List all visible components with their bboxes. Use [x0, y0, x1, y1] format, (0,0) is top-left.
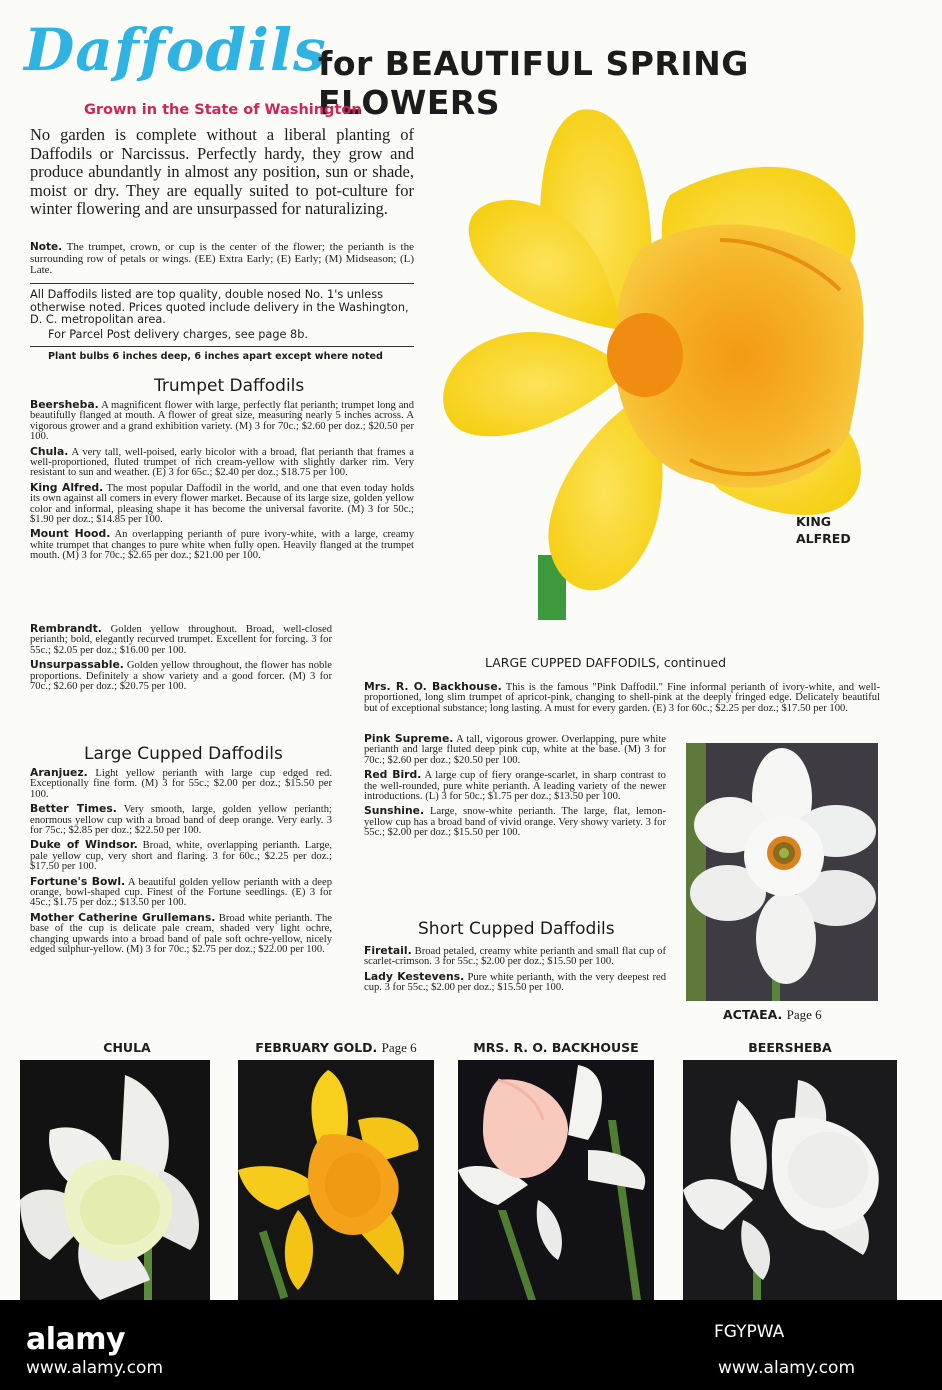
note-paragraph — [30, 242, 414, 277]
list-item — [30, 400, 414, 443]
variety-description: A beautiful golden yellow perianth with a deep orange, bowl-shaped cup. Finest of the Fortune seedlings. (E) 3 for 45c.; $1.75 per doz.; $13.50 per 100. — [30, 876, 332, 909]
main-title: for BEAUTIFUL SPRING FLOWERS — [318, 44, 749, 122]
variety-name: Firetail. — [364, 944, 412, 957]
variety-name: Mount Hood. — [30, 527, 111, 541]
list-item — [364, 734, 666, 766]
list-item — [30, 874, 332, 909]
caption-line: KING — [796, 514, 832, 529]
list-item — [364, 770, 666, 802]
variety-name: Lady Kestevens. — [364, 969, 465, 983]
list-item — [364, 682, 880, 714]
variety-description: A very tall, well-poised, early bicolor with a broad, flat perianth that frames a well-proportioned, fluted trumpet of rich cream-yellow with slightly darker rim. Very resistant to sun and weather. (E) 3 for 65c.; $2.40 per doz.; $18.75 per 100. — [30, 446, 414, 479]
variety-name: Beersheba. — [30, 398, 99, 411]
variety-name: Duke of Windsor. — [30, 838, 138, 852]
february-gold-photo — [238, 1060, 434, 1300]
large-cupped-continued-heading: LARGE CUPPED DAFFODILS, continued — [485, 655, 727, 670]
list-item — [30, 529, 414, 561]
variety-name: King Alfred. — [30, 480, 104, 494]
caption-page: Page 6 — [786, 1007, 822, 1022]
variety-name: Mrs. R. O. Backhouse. — [364, 680, 502, 693]
backhouse-entry — [364, 682, 880, 718]
note-text: The trumpet, crown, or cup is the center of the flower; the perianth is the surrounding row of petals or wings. (EE) Extra Early; (E) Early; (M) Midseason; (L) Late. — [30, 241, 414, 277]
variety-name: Red Bird. — [364, 768, 422, 782]
caption-page: Page 6 — [381, 1040, 417, 1055]
subtitle: Grown in the State of Washington — [84, 102, 362, 118]
alamy-logo: alamy — [26, 1322, 126, 1357]
intro-paragraph: No garden is complete without a liberal planting of Daffodils or Narcissus. Perfectly hardy, they grow and produce abundantly in almost any position, sun or shade, moist or dry. They are equally suited to pot-culture for winter flowering and are unsurpassed for naturalizing. — [30, 125, 414, 219]
beersheba-caption: BEERSHEBA — [748, 1040, 832, 1055]
beersheba-photo — [683, 1060, 897, 1300]
list-item — [364, 946, 666, 968]
variety-description: The most popular Daffodil in the world, and one that even today holds its own against all comers in every flower market. Because of its large size, golden yellow color and informal, pleasing shape it has become the universal favorite. (M) 3 for 50c.; $1.90 per doz.; $14.85 per 100. — [30, 482, 414, 526]
variety-description: A large cup of fiery orange-scarlet, in sharp contrast to the well-rounded, pure white perianth. A leading variety of the newer introductions. (L) 3 for 50c.; $1.75 per doz.; $13.50 per 100. — [364, 770, 666, 803]
variety-name: Pink Supreme. — [364, 732, 454, 745]
backhouse-caption: MRS. R. O. BACKHOUSE — [473, 1040, 639, 1055]
script-title: Daffodils — [24, 16, 327, 84]
variety-description: Broad petaled, creamy white perianth and small flat cup of scarlet-crimson. 3 for 55c.; $2.00 per doz.; $15.50 per 100. — [364, 946, 666, 968]
variety-description: An overlapping perianth of pure ivory-white, with a large, creamy white trumpet that changes to pure white when fully open. Heavily flanged at the trumpet mouth. (M) 3 for 70c.; $2.65 per doz.; $21.00 per 100. — [30, 529, 414, 562]
chula-caption: CHULA — [103, 1040, 151, 1055]
actaea-caption — [723, 1006, 822, 1023]
variety-description: Large, snow-white perianth. The large, flat, lemon-yellow cup has a broad band of vivid orange. Very showy variety. 3 for 55c.; $2.00 per doz.; $15.50 per 100. — [364, 806, 666, 839]
large-cupped-continued-list — [364, 734, 666, 843]
watermark-url: www.alamy.com — [26, 1358, 164, 1378]
watermark-url-right: www.alamy.com — [718, 1358, 856, 1378]
short-cupped-heading: Short Cupped Daffodils — [418, 919, 615, 939]
variety-description: Golden yellow throughout, the flower has noble proportions. Definitely a show variety and a good forcer. (M) 3 for 70c.; $2.60 per doz.; $20.75 per 100. — [30, 660, 332, 693]
variety-name: Chula. — [30, 444, 69, 458]
list-item — [30, 444, 414, 479]
list-item — [30, 624, 332, 656]
variety-name: Rembrandt. — [30, 622, 102, 635]
large-cupped-list — [30, 768, 332, 960]
variety-description: Golden yellow throughout. Broad, well-closed perianth; bold, elegantly recurved trumpet. Excellent for forcing. 3 for 55c.; $2.05 per doz.; $16.00 per 100. — [30, 624, 332, 656]
list-item — [364, 969, 666, 994]
variety-description: A tall, vigorous grower. Overlapping, pure white perianth and large fluted deep pink cup, white at the base. (M) 3 for 70c.; $2.60 per doz.; $20.50 per 100. — [364, 734, 666, 766]
parcel-note: For Parcel Post delivery charges, see page 8b. — [48, 328, 308, 341]
divider — [30, 346, 414, 347]
divider — [30, 283, 414, 284]
trumpet-heading: Trumpet Daffodils — [154, 376, 305, 396]
variety-description: Broad, white, overlapping perianth. Large, pale yellow cup, very short and flaring. 3 for 60c.; $2.25 per doz.; $17.50 per 100. — [30, 840, 333, 873]
variety-description: A magnificent flower with large, perfectly flat perianth; trumpet long and beautifully flanged at mouth. A flower of great size, measuring nearly 5 inches across. A vigorous grower and a grand exhibition variety. (M) 3 for 70c.; $2.60 per doz.; $20.50 per 100. — [30, 400, 414, 443]
actaea-photo — [686, 743, 878, 1001]
variety-name: Mother Catherine Grullemans. — [30, 910, 216, 924]
quality-note: All Daffodils listed are top quality, double nosed No. 1's unless otherwise noted. Prices quoted include delivery in the Washington, D. C. metropolitan area. — [30, 288, 409, 327]
variety-description: Broad white perianth. The base of the cup is delicate pale cream, shaded very light ochre, changing upwards into a broad band of pale soft ochre-yellow, nicely edged sulphur-yellow. (M) 3 for 70c.; $2.75 per doz.; $22.00 per 100. — [30, 912, 332, 956]
list-item — [30, 480, 414, 526]
list-item — [30, 840, 332, 872]
caption-name: FEBRUARY GOLD. — [255, 1040, 378, 1055]
planting-note: Plant bulbs 6 inches deep, 6 inches apart except where noted — [48, 351, 383, 362]
list-item — [30, 804, 332, 836]
note-label: Note. — [30, 241, 63, 253]
large-cupped-heading: Large Cupped Daffodils — [84, 744, 283, 764]
list-item — [30, 660, 332, 692]
variety-name: Better Times. — [30, 802, 117, 816]
february-gold-caption — [238, 1040, 434, 1056]
variety-description: This is the famous "Pink Daffodil." Fine informal perianth of ivory-white, and well-proportioned, long slim trumpet of apricot-pink, changing to shell-pink at the deeply fringed edge. Delicately beautiful but of exceptional substance; long lasting. A must for every garden. (E) 3 for 60c.; $2.25 per doz.; $17.50 per 100. — [364, 682, 880, 714]
trumpet-list — [30, 400, 414, 566]
caption-line: ALFRED — [796, 531, 851, 546]
variety-name: Aranjuez. — [30, 766, 88, 779]
variety-description: Very smooth, large, golden yellow perianth; enormous yellow cup with a broad band of deep orange. Very early. 3 for 75c.; $2.85 per doz.; $22.50 per 100. — [30, 804, 332, 837]
image-id: FGYPWA — [714, 1322, 785, 1342]
variety-description: Pure white perianth, with the very deepest red cup. 3 for 55c.; $2.00 per doz.; $15.50 per 100. — [364, 971, 666, 994]
list-item — [30, 768, 332, 800]
list-item — [30, 910, 332, 956]
trumpet-list-narrow — [30, 624, 332, 696]
variety-name: Unsurpassable. — [30, 658, 124, 672]
variety-description: Light yellow perianth with large cup edged red. Exceptionally fine form. (M) 3 for 55c.; $2.00 per doz.; $15.50 per 100. — [30, 768, 332, 800]
backhouse-photo — [458, 1060, 654, 1300]
variety-name: Fortune's Bowl. — [30, 874, 126, 888]
caption-name: ACTAEA. — [723, 1007, 783, 1022]
chula-photo — [20, 1060, 210, 1300]
king-alfred-caption — [796, 513, 851, 547]
short-cupped-list — [364, 946, 666, 998]
variety-name: Sunshine. — [364, 804, 425, 818]
list-item — [364, 806, 666, 838]
